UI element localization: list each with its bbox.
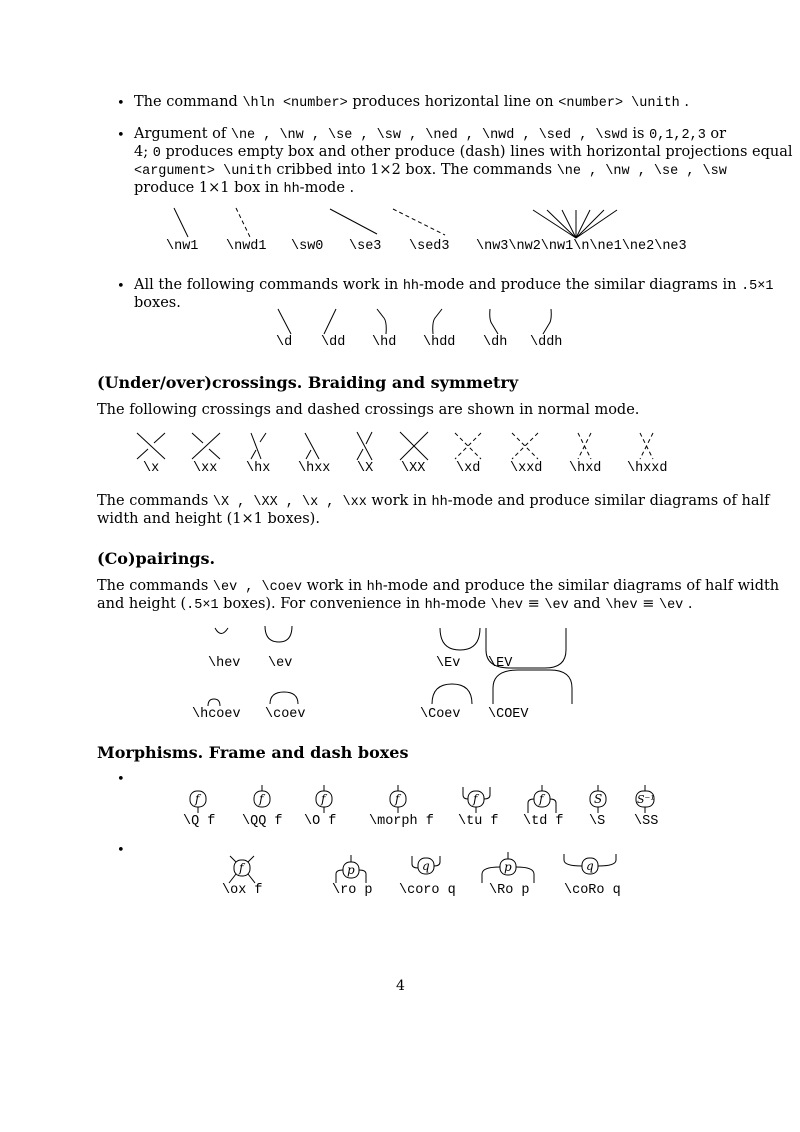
text-run: All the following commands work in	[134, 277, 403, 293]
label-ddh: \ddh	[530, 335, 563, 350]
text-run: .	[679, 94, 689, 110]
label-ox-f: \ox f	[222, 883, 263, 898]
glyph-S-inverse: S⁻¹	[637, 793, 655, 806]
text-run: -mode and produce similar diagrams of half	[447, 493, 770, 509]
label-hxd: \hxd	[569, 461, 602, 476]
code-run: 0,1,2,3	[649, 128, 706, 143]
glyph-f: f	[195, 792, 200, 806]
code-run: \ev	[658, 598, 684, 613]
label-hxxd: \hxxd	[627, 461, 668, 476]
code-run: hh	[431, 495, 448, 510]
page-number: 4	[396, 978, 405, 994]
code-run: \ev , \coev	[212, 580, 302, 595]
code-run: \ev	[544, 598, 569, 613]
label-XX: \XX	[401, 461, 426, 476]
text-run: work in	[302, 578, 367, 594]
label-sw0: \sw0	[291, 239, 324, 254]
bullet-marker: •	[117, 843, 125, 858]
glyph-f: f	[473, 792, 478, 806]
text-run: cribbed into 1×2 box. The commands	[271, 162, 557, 178]
code-run: <number> \unith	[558, 96, 680, 111]
code-run: \hev	[490, 598, 524, 613]
label-coro-q: \coro q	[399, 883, 456, 898]
section-heading-pairings: (Co)pairings.	[97, 549, 216, 568]
label-Ro-p: \Ro p	[489, 883, 530, 898]
code-run: \hln <number>	[242, 96, 348, 111]
text-run: -mode	[440, 596, 491, 612]
label-hev: \hev	[208, 656, 241, 671]
label-X: \X	[357, 461, 374, 476]
glyph-f: f	[239, 861, 244, 875]
label-nw1: \nw1	[166, 239, 199, 254]
text-run: -mode .	[299, 180, 355, 196]
code-run: hh	[366, 580, 383, 595]
code-run: \X , \XX , \x , \xx	[212, 495, 367, 510]
text-run: Argument of	[134, 126, 231, 142]
label-hdd: \hdd	[423, 335, 456, 350]
crossings-after-line-2: width and height (1×1 boxes).	[97, 511, 320, 527]
label-hcoev: \hcoev	[192, 707, 241, 722]
text-run: produces empty box and other produce (dash) lines with horizontal projections equal	[160, 144, 793, 160]
label-SS: \SS	[634, 814, 659, 829]
code-run: <argument> \unith	[134, 164, 272, 179]
label-hx: \hx	[246, 461, 271, 476]
text-run: work in	[366, 493, 432, 509]
label-se3: \se3	[349, 239, 382, 254]
label-xxd: \xxd	[510, 461, 543, 476]
glyph-S: S	[594, 792, 603, 806]
label-nwd1: \nwd1	[226, 239, 267, 254]
label-EV: \EV	[488, 656, 513, 671]
section-heading-crossings: (Under/over)crossings. Braiding and symmetry	[97, 373, 519, 392]
text-run: The command	[134, 94, 243, 110]
bullet-marker: •	[117, 279, 125, 294]
text-run: boxes). For convenience in	[218, 596, 425, 612]
section-heading-morphisms: Morphisms. Frame and dash boxes	[97, 743, 409, 762]
label-Coev: \Coev	[420, 707, 461, 722]
label-tu-f: \tu f	[458, 814, 499, 829]
glyph-p: p	[347, 863, 355, 877]
text-run: and height (	[97, 596, 187, 612]
glyph-f: f	[259, 792, 264, 806]
text-run: .	[683, 596, 693, 612]
text-run: is	[627, 126, 650, 142]
code-run: \ne , \nw , \se , \sw , \ned , \nwd , \sed , \swd	[230, 128, 628, 143]
text-run: -mode and produce the similar diagrams of half width	[382, 578, 780, 594]
label-hd: \hd	[372, 335, 397, 350]
label-ro-p: \ro p	[332, 883, 373, 898]
code-run: .5×1	[741, 279, 774, 294]
bullet-marker: •	[117, 772, 125, 787]
label-dd: \dd	[321, 335, 346, 350]
label-xx: \xx	[193, 461, 218, 476]
glyph-f: f	[395, 792, 400, 806]
glyph-p: p	[504, 860, 512, 874]
glyph-q: q	[586, 859, 594, 873]
text-run: and	[568, 596, 606, 612]
label-coRo-q: \coRo q	[564, 883, 621, 898]
text-run: ≡	[523, 596, 545, 612]
label-Q-f: \Q f	[183, 814, 216, 829]
bullet-marker: •	[117, 96, 125, 111]
text-run: ≡	[637, 596, 659, 612]
label-d: \d	[276, 335, 293, 350]
label-S: \S	[589, 814, 606, 829]
code-run: \ne , \nw , \se , \sw	[556, 164, 727, 179]
code-run: \hev	[605, 598, 638, 613]
glyph-q: q	[422, 859, 430, 873]
code-run: hh	[283, 182, 300, 197]
label-sed3: \sed3	[409, 239, 450, 254]
code-run: hh	[424, 598, 441, 613]
bullet-3-line-2: boxes.	[134, 295, 181, 311]
label-dh: \dh	[483, 335, 508, 350]
bullet-marker: •	[117, 128, 125, 143]
code-run: .5×1	[186, 598, 219, 613]
label-hxx: \hxx	[298, 461, 331, 476]
label-O-f: \O f	[304, 814, 337, 829]
label-Ev: \Ev	[436, 656, 461, 671]
label-td-f: \td f	[523, 814, 564, 829]
label-QQ-f: \QQ f	[242, 814, 283, 829]
label-morph-f: \morph f	[369, 814, 434, 829]
label-fan: \nw3\nw2\nw1\n\ne1\ne2\ne3	[476, 239, 687, 254]
code-run: hh	[402, 279, 420, 294]
text-run: or	[705, 126, 727, 142]
label-COEV: \COEV	[488, 707, 529, 722]
text-run: produce 1×1 box in	[134, 180, 284, 196]
label-ev: \ev	[268, 656, 293, 671]
label-x: \x	[143, 461, 160, 476]
glyph-f: f	[321, 792, 326, 806]
glyph-f: f	[539, 792, 544, 806]
text-run: -mode and produce the similar diagrams in	[419, 277, 742, 293]
text-run: The commands	[97, 493, 213, 509]
text-run: 4;	[134, 144, 153, 160]
crossings-intro: The following crossings and dashed crossings are shown in normal mode.	[97, 402, 640, 418]
code-run: 0	[152, 146, 161, 161]
label-xd: \xd	[456, 461, 481, 476]
text-run: produces horizontal line on	[347, 94, 559, 110]
text-run: The commands	[97, 578, 213, 594]
label-coev: \coev	[265, 707, 306, 722]
